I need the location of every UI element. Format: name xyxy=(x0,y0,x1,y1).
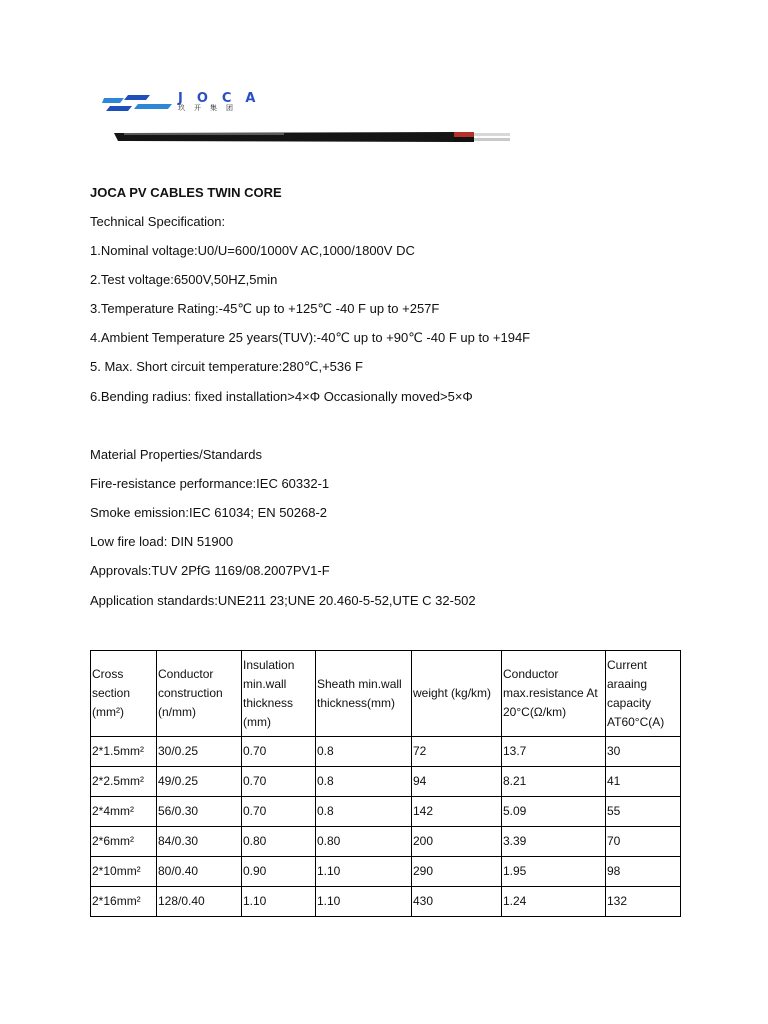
table-cell: 142 xyxy=(412,797,502,827)
table-cell: 98 xyxy=(606,857,681,887)
col-header-weight: weight (kg/km) xyxy=(412,651,502,737)
cable-spec-table xyxy=(90,650,681,917)
logo-lettering xyxy=(178,92,270,113)
table-row xyxy=(91,827,681,857)
table-cell: 128/0.40 xyxy=(157,887,242,917)
table-cell: 72 xyxy=(412,737,502,767)
table-cell: 2*6mm² xyxy=(91,827,157,857)
table-cell: 55 xyxy=(606,797,681,827)
spec-line: 1.Nominal voltage:U0/U=600/1000V AC,1000/1800V DC xyxy=(90,243,415,258)
col-header-sheath-thickness: Sheath min.wall thickness(mm) xyxy=(316,651,412,737)
table-cell: 290 xyxy=(412,857,502,887)
table-row xyxy=(91,737,681,767)
material-heading: Material Properties/Standards xyxy=(90,447,262,462)
table-cell: 2*4mm² xyxy=(91,797,157,827)
table-cell: 30/0.25 xyxy=(157,737,242,767)
col-header-conductor-resistance: Conductor max.resistance At 20°C(Ω/km) xyxy=(502,651,606,737)
cable-image xyxy=(114,131,510,145)
table-cell: 1.10 xyxy=(242,887,316,917)
table-cell: 0.8 xyxy=(316,797,412,827)
table-cell: 49/0.25 xyxy=(157,767,242,797)
table-cell: 56/0.30 xyxy=(157,797,242,827)
material-line: Application standards:UNE211 23;UNE 20.460-5-52,UTE C 32-502 xyxy=(90,593,476,608)
table-header-row xyxy=(91,651,681,737)
table-cell: 80/0.40 xyxy=(157,857,242,887)
table-cell: 13.7 xyxy=(502,737,606,767)
table-row xyxy=(91,857,681,887)
doc-title: JOCA PV CABLES TWIN CORE xyxy=(90,185,282,200)
col-header-conductor-construction: Conductor construction (n/mm) xyxy=(157,651,242,737)
table-row xyxy=(91,797,681,827)
table-cell: 430 xyxy=(412,887,502,917)
table-cell: 41 xyxy=(606,767,681,797)
table-cell: 0.8 xyxy=(316,767,412,797)
material-line: Approvals:TUV 2PfG 1169/08.2007PV1-F xyxy=(90,563,330,578)
spec-line: 2.Test voltage:6500V,50HZ,5min xyxy=(90,272,278,287)
col-header-insulation-thickness: Insulation min.wall thickness (mm) xyxy=(242,651,316,737)
logo-text: JOCA xyxy=(178,91,270,106)
table-cell: 200 xyxy=(412,827,502,857)
material-line: Low fire load: DIN 51900 xyxy=(90,534,234,549)
col-header-cross-section: Cross section (mm²) xyxy=(91,651,157,737)
table-cell: 2*16mm² xyxy=(91,887,157,917)
table-cell: 0.80 xyxy=(316,827,412,857)
table-cell: 132 xyxy=(606,887,681,917)
joca-logo xyxy=(102,92,284,114)
table-cell: 0.70 xyxy=(242,797,316,827)
table-cell: 3.39 xyxy=(502,827,606,857)
table-cell: 5.09 xyxy=(502,797,606,827)
material-line: Smoke emission:IEC 61034; EN 50268-2 xyxy=(90,505,328,520)
logo-subtitle: 玖开集团 xyxy=(178,105,242,112)
table-cell: 0.80 xyxy=(242,827,316,857)
table-cell: 0.70 xyxy=(242,737,316,767)
table-cell: 1.10 xyxy=(316,887,412,917)
joca-logo-mark-icon xyxy=(102,92,174,114)
table-cell: 8.21 xyxy=(502,767,606,797)
table-cell: 0.70 xyxy=(242,767,316,797)
table-cell: 0.90 xyxy=(242,857,316,887)
table-cell: 2*1.5mm² xyxy=(91,737,157,767)
material-line: Fire-resistance performance:IEC 60332-1 xyxy=(90,476,330,491)
table-cell: 94 xyxy=(412,767,502,797)
table-cell: 70 xyxy=(606,827,681,857)
spec-line: 6.Bending radius: fixed installation>4×Φ Occasionally moved>5×Φ xyxy=(90,389,473,404)
table-cell: 1.24 xyxy=(502,887,606,917)
table-cell: 30 xyxy=(606,737,681,767)
spec-line: 5. Max. Short circuit temperature:280℃,+536 F xyxy=(90,359,363,374)
spec-line: 3.Temperature Rating:-45℃ up to +125℃ -40 F up to +257F xyxy=(90,301,440,316)
table-cell: 0.8 xyxy=(316,737,412,767)
spec-line: 4.Ambient Temperature 25 years(TUV):-40℃ up to +90℃ -40 F up to +194F xyxy=(90,330,531,345)
table-cell: 2*2.5mm² xyxy=(91,767,157,797)
col-header-current-capacity: Current araaing capacity AT60°C(A) xyxy=(606,651,681,737)
table-cell: 1.95 xyxy=(502,857,606,887)
table-row xyxy=(91,767,681,797)
table-cell: 2*10mm² xyxy=(91,857,157,887)
table-cell: 84/0.30 xyxy=(157,827,242,857)
table-cell: 1.10 xyxy=(316,857,412,887)
spec-heading: Technical Specification: xyxy=(90,214,226,229)
table-row xyxy=(91,887,681,917)
